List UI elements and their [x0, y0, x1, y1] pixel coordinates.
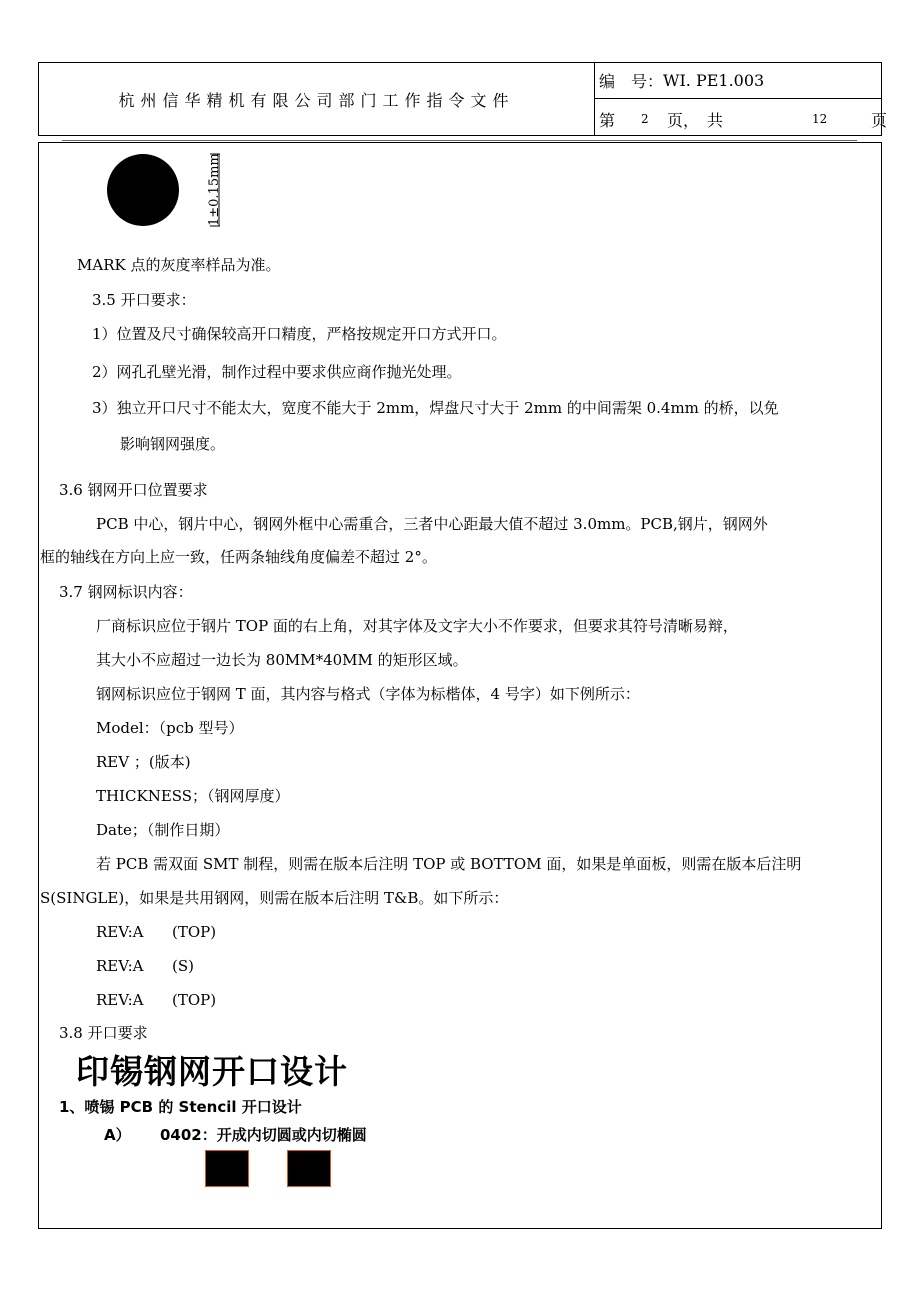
section-3-7-para-4: 若 PCB 需双面 SMT 制程，则需在版本后注明 TOP 或 BOTTOM 面，如果是单面板，则需在版本后注明 — [96, 855, 802, 873]
section-3-7-para-5: S(SINGLE)，如果是共用钢网，则需在版本后注明 T&B。如下所示： — [40, 889, 509, 907]
page-mid: 页， 共 — [667, 111, 724, 130]
rev-example-1-side: (TOP) — [172, 923, 217, 941]
section-3-5-item-2: 2）网孔孔壁光滑，制作过程中要求供应商作抛光处理。 — [92, 363, 462, 381]
rev-example-3-side: (TOP) — [172, 991, 217, 1009]
page-info-row — [595, 99, 888, 135]
section-3-6-title: 3.6 钢网开口位置要求 — [59, 481, 208, 499]
mark-point-circle — [107, 154, 179, 226]
header-divider — [62, 140, 857, 141]
mark-note: MARK 点的灰度率样品为准。 — [77, 256, 281, 274]
page-number: 2 — [641, 112, 649, 126]
page-suffix: 页 — [871, 111, 888, 130]
section-3-6-para-2: 框的轴线在方向上应一致，任两条轴线角度偏差不超过 2°。 — [40, 548, 437, 566]
pad-right — [287, 1150, 331, 1187]
doc-number-label: 编 号： — [599, 72, 664, 91]
section-3-7-title: 3.7 钢网标识内容： — [59, 583, 193, 601]
doc-number: WI. PE1.003 — [663, 71, 765, 90]
item-a-text: 0402：开成内切圆或内切椭圆 — [160, 1126, 367, 1144]
header-meta — [595, 63, 888, 135]
stencil-design-title: 印锡钢网开口设计 — [76, 1052, 348, 1091]
label-rev: REV ；(版本) — [96, 753, 191, 771]
label-thickness: THICKNESS；（钢网厚度） — [96, 787, 290, 805]
pad-left — [205, 1150, 249, 1187]
document-header — [38, 62, 888, 136]
page-total: 12 — [812, 112, 828, 126]
doc-number-row — [595, 63, 881, 99]
rev-example-1-rev: REV:A — [96, 923, 144, 941]
rev-example-2-rev: REV:A — [96, 957, 144, 975]
section-3-8-title: 3.8 开口要求 — [59, 1024, 148, 1042]
company-name: 杭州信华精机有限公司部门工作指令文件 — [39, 63, 595, 135]
rev-example-3-rev: REV:A — [96, 991, 144, 1009]
page-prefix: 第 — [599, 111, 616, 130]
mark-point-figure — [100, 150, 230, 230]
rev-example-2-side: (S) — [172, 957, 194, 975]
section-3-7-para-1: 厂商标识应位于钢片 TOP 面的右上角，对其字体及文字大小不作要求，但要求其符号清晰易辩， — [96, 617, 738, 635]
label-date: Date；（制作日期） — [96, 821, 230, 839]
section-3-5-title: 3.5 开口要求： — [92, 291, 196, 309]
section-3-7-para-3: 钢网标识应位于钢网 T 面，其内容与格式（字体为标楷体，4 号字）如下例所示： — [96, 685, 640, 703]
section-3-5-item-1: 1）位置及尺寸确保较高开口精度，严格按规定开口方式开口。 — [92, 325, 507, 343]
hasl-stencil-subtitle: 1、喷锡 PCB 的 Stencil 开口设计 — [59, 1098, 302, 1116]
section-3-5-item-3: 3）独立开口尺寸不能太大，宽度不能大于 2mm，焊盘尺寸大于 2mm 的中间需架 0.4mm 的桥，以免 — [92, 399, 779, 417]
section-3-5-item-3-cont: 影响钢网强度。 — [120, 435, 226, 453]
label-model: Model：（pcb 型号） — [96, 719, 244, 737]
item-a-label: A） — [104, 1126, 131, 1144]
dimension-label: 1±0.15mm — [207, 153, 222, 226]
section-3-7-para-2: 其大小不应超过一边长为 80MM*40MM 的矩形区域。 — [96, 651, 468, 669]
section-3-6-para-1: PCB 中心，钢片中心，钢网外框中心需重合，三者中心距最大值不超过 3.0mm。PCB,钢片，钢网外 — [96, 515, 768, 533]
